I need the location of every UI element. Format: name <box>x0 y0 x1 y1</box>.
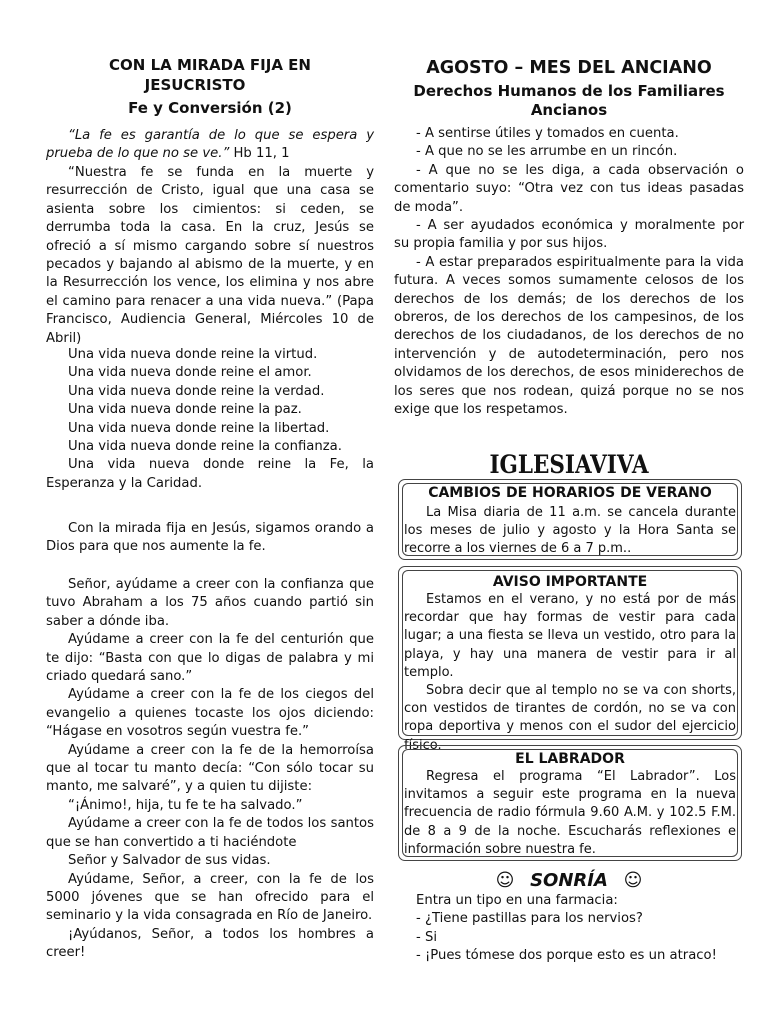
mirada-paragraph: Con la mirada fija en Jesús, sigamos orando a Dios para que nos aumente la fe. <box>46 521 374 555</box>
prayer-paragraph: Ayúdame a creer con la fe de todos los santos que se han convertido a ti haciéndote <box>46 816 374 850</box>
smile-icon: ☺ <box>623 870 643 891</box>
joke-line: Entra un tipo en una farmacia: <box>416 893 618 908</box>
vida-line: Una vida nueva donde reine la paz. <box>68 402 302 418</box>
left-title-line2: JESUCRISTO <box>144 76 246 94</box>
notice-box-inner <box>402 749 738 857</box>
vida-line: Una vida nueva donde reine la Fe, la Esperanza y la Caridad. <box>46 457 374 491</box>
vida-line: Una vida nueva donde reine el amor. <box>68 365 312 381</box>
rights-item: - A que no se les diga, a cada observación o comentario suyo: “Otra vez con tus ideas pasadas de moda”. <box>394 162 744 215</box>
rights-item: - A estar preparados espiritualmente para la vida futura. A veces somos sumamente celosos de los derechos de los demás; de los derechos de los obreros, de los derechos de los campesinos, de los derechos de los ciudadanos, de los derechos de no intervención y de autodeterminación, pero nos olvidamos de los derechos, de esos miniderechos de los seres que nos rodean, quizá porque no se nos exige que los respetamos. <box>394 254 744 418</box>
bible-quote-text: “La fe es garantía de lo que se espera y prueba de lo que no se ve.” <box>46 128 374 162</box>
prayer-paragraph: Ayúdame, Señor, a creer, con la fe de los 5000 jóvenes que se han ofrecido para el seminario y la vida consagrada en Río de Janeiro. <box>46 871 374 924</box>
vida-line: Una vida nueva donde reine la verdad. <box>68 383 325 399</box>
notice-box-inner <box>402 483 738 556</box>
notice-box-inner <box>402 570 738 753</box>
pope-quote: “Nuestra fe se funda en la muerte y resurrección de Cristo, igual que una casa se asienta sobre los cimientos: si ceden, se derrumba toda la casa. En la cruz, Jesús se ofreció a sí mismo cargando sobre sí nuestros pecados y bajando al abismo de la muerte, y en la Resurrección los vence, los elimina y nos abre el camino para renacer a una vida nueva.” (Papa Francisco, Audiencia General, Miércoles 10 de Abril) <box>46 165 374 346</box>
vida-list <box>46 346 374 493</box>
vida-line: Una vida nueva donde reine la virtud. <box>68 347 318 362</box>
prayer-paragraph: Ayúdame a creer con la fe de la hemorroísa que al tocar tu manto decía: “Con sólo tocar su manto, me salvaré”, y a quien tu dijiste: <box>46 742 374 795</box>
vida-line: Una vida nueva donde reine la confianza. <box>68 439 342 455</box>
prayer-paragraph: ¡Ayúdanos, Señor, a todos los hombres a creer! <box>46 926 374 961</box>
notice-box-title: EL LABRADOR <box>515 751 625 767</box>
joke-line: - ¡Pues tómese dos porque esto es un atraco! <box>416 948 717 964</box>
right-subtitle-2: Ancianos <box>530 101 608 119</box>
prayer-paragraph: Ayúdame a creer con la fe del centurión que te dijo: “Basta con que lo digas de palabra y mi criado quedará sano.” <box>46 632 374 685</box>
notice-box-title: CAMBIOS DE HORARIOS DE VERANO <box>428 485 712 501</box>
bible-quote <box>46 127 374 164</box>
prayer-paragraph: Señor y Salvador de sus vidas. <box>68 853 271 869</box>
smile-icon: ☺ <box>495 870 515 891</box>
rights-list <box>394 125 744 420</box>
notice-box-radio <box>398 745 742 861</box>
right-subtitle: Derechos Humanos de los Familiares <box>413 82 725 100</box>
notice-box-text: Estamos en el verano, y no está por de más recordar que hay formas de vestir para cada lugar; a una fiesta se lleva un vestido, otro para la playa, y hay una manera de vestir para ir al templo. <box>404 592 736 680</box>
joke-line: - Si <box>416 929 437 945</box>
rights-item: - A sentirse útiles y tomados en cuenta. <box>416 126 679 141</box>
sonria-heading <box>394 870 744 892</box>
right-title: AGOSTO – MES DEL ANCIANO <box>426 58 712 78</box>
rights-item: - A que no se les arrumbe en un rincón. <box>416 144 678 160</box>
sonria-title: SONRÍA <box>530 870 608 891</box>
notice-box-text: Sobra decir que al templo no se va con shorts, con vestidos de tirantes de cordón, no se va con ropa deportiva y menos con el sudor del ejercicio físico. <box>404 683 736 753</box>
joke <box>416 892 746 966</box>
bible-quote-ref: Hb 11, 1 <box>229 146 290 162</box>
notice-box-dress-code <box>398 566 742 753</box>
prayer-paragraph: Ayúdame a creer con la fe de los ciegos del evangelio a quienes tocaste los ojos diciendo: “Hágase en vosotros según vuestra fe.” <box>46 687 374 740</box>
left-title-line1: CON LA MIRADA FIJA EN <box>109 56 311 74</box>
masthead: IGLESIAVIVA <box>489 450 649 479</box>
notice-box-title: AVISO IMPORTANTE <box>492 574 648 590</box>
left-subtitle: Fe y Conversión (2) <box>128 99 292 117</box>
vida-line: Una vida nueva donde reine la libertad. <box>68 420 330 436</box>
notice-box-text: Regresa el programa “El Labrador”. Los invitamos a seguir este programa en la nueva frecuencia de radio fórmula 9.60 A.M. y 102.5 F.M. de 8 a 9 de la noche. Escucharás reflexiones e información sobre nuestra fe. <box>404 769 736 857</box>
notice-box-schedule <box>398 479 742 560</box>
notice-box-text: La Misa diaria de 11 a.m. se cancela durante los meses de julio y agosto y la Hora Santa se recorre a los viernes de 6 a 7 p.m.. <box>404 505 736 557</box>
joke-line: - ¿Tiene pastillas para los nervios? <box>416 911 643 927</box>
prayer-paragraph: “¡Ánimo!, hija, tu fe te ha salvado.” <box>68 797 303 813</box>
rights-item: - A ser ayudados económica y moralmente por su propia familia y por sus hijos. <box>394 218 744 252</box>
prayer-paragraph: Señor, ayúdame a creer con la confianza que tuvo Abraham a los 75 años cuando partió sin saber a dónde iba. <box>46 577 374 629</box>
prayer-block <box>46 576 374 963</box>
